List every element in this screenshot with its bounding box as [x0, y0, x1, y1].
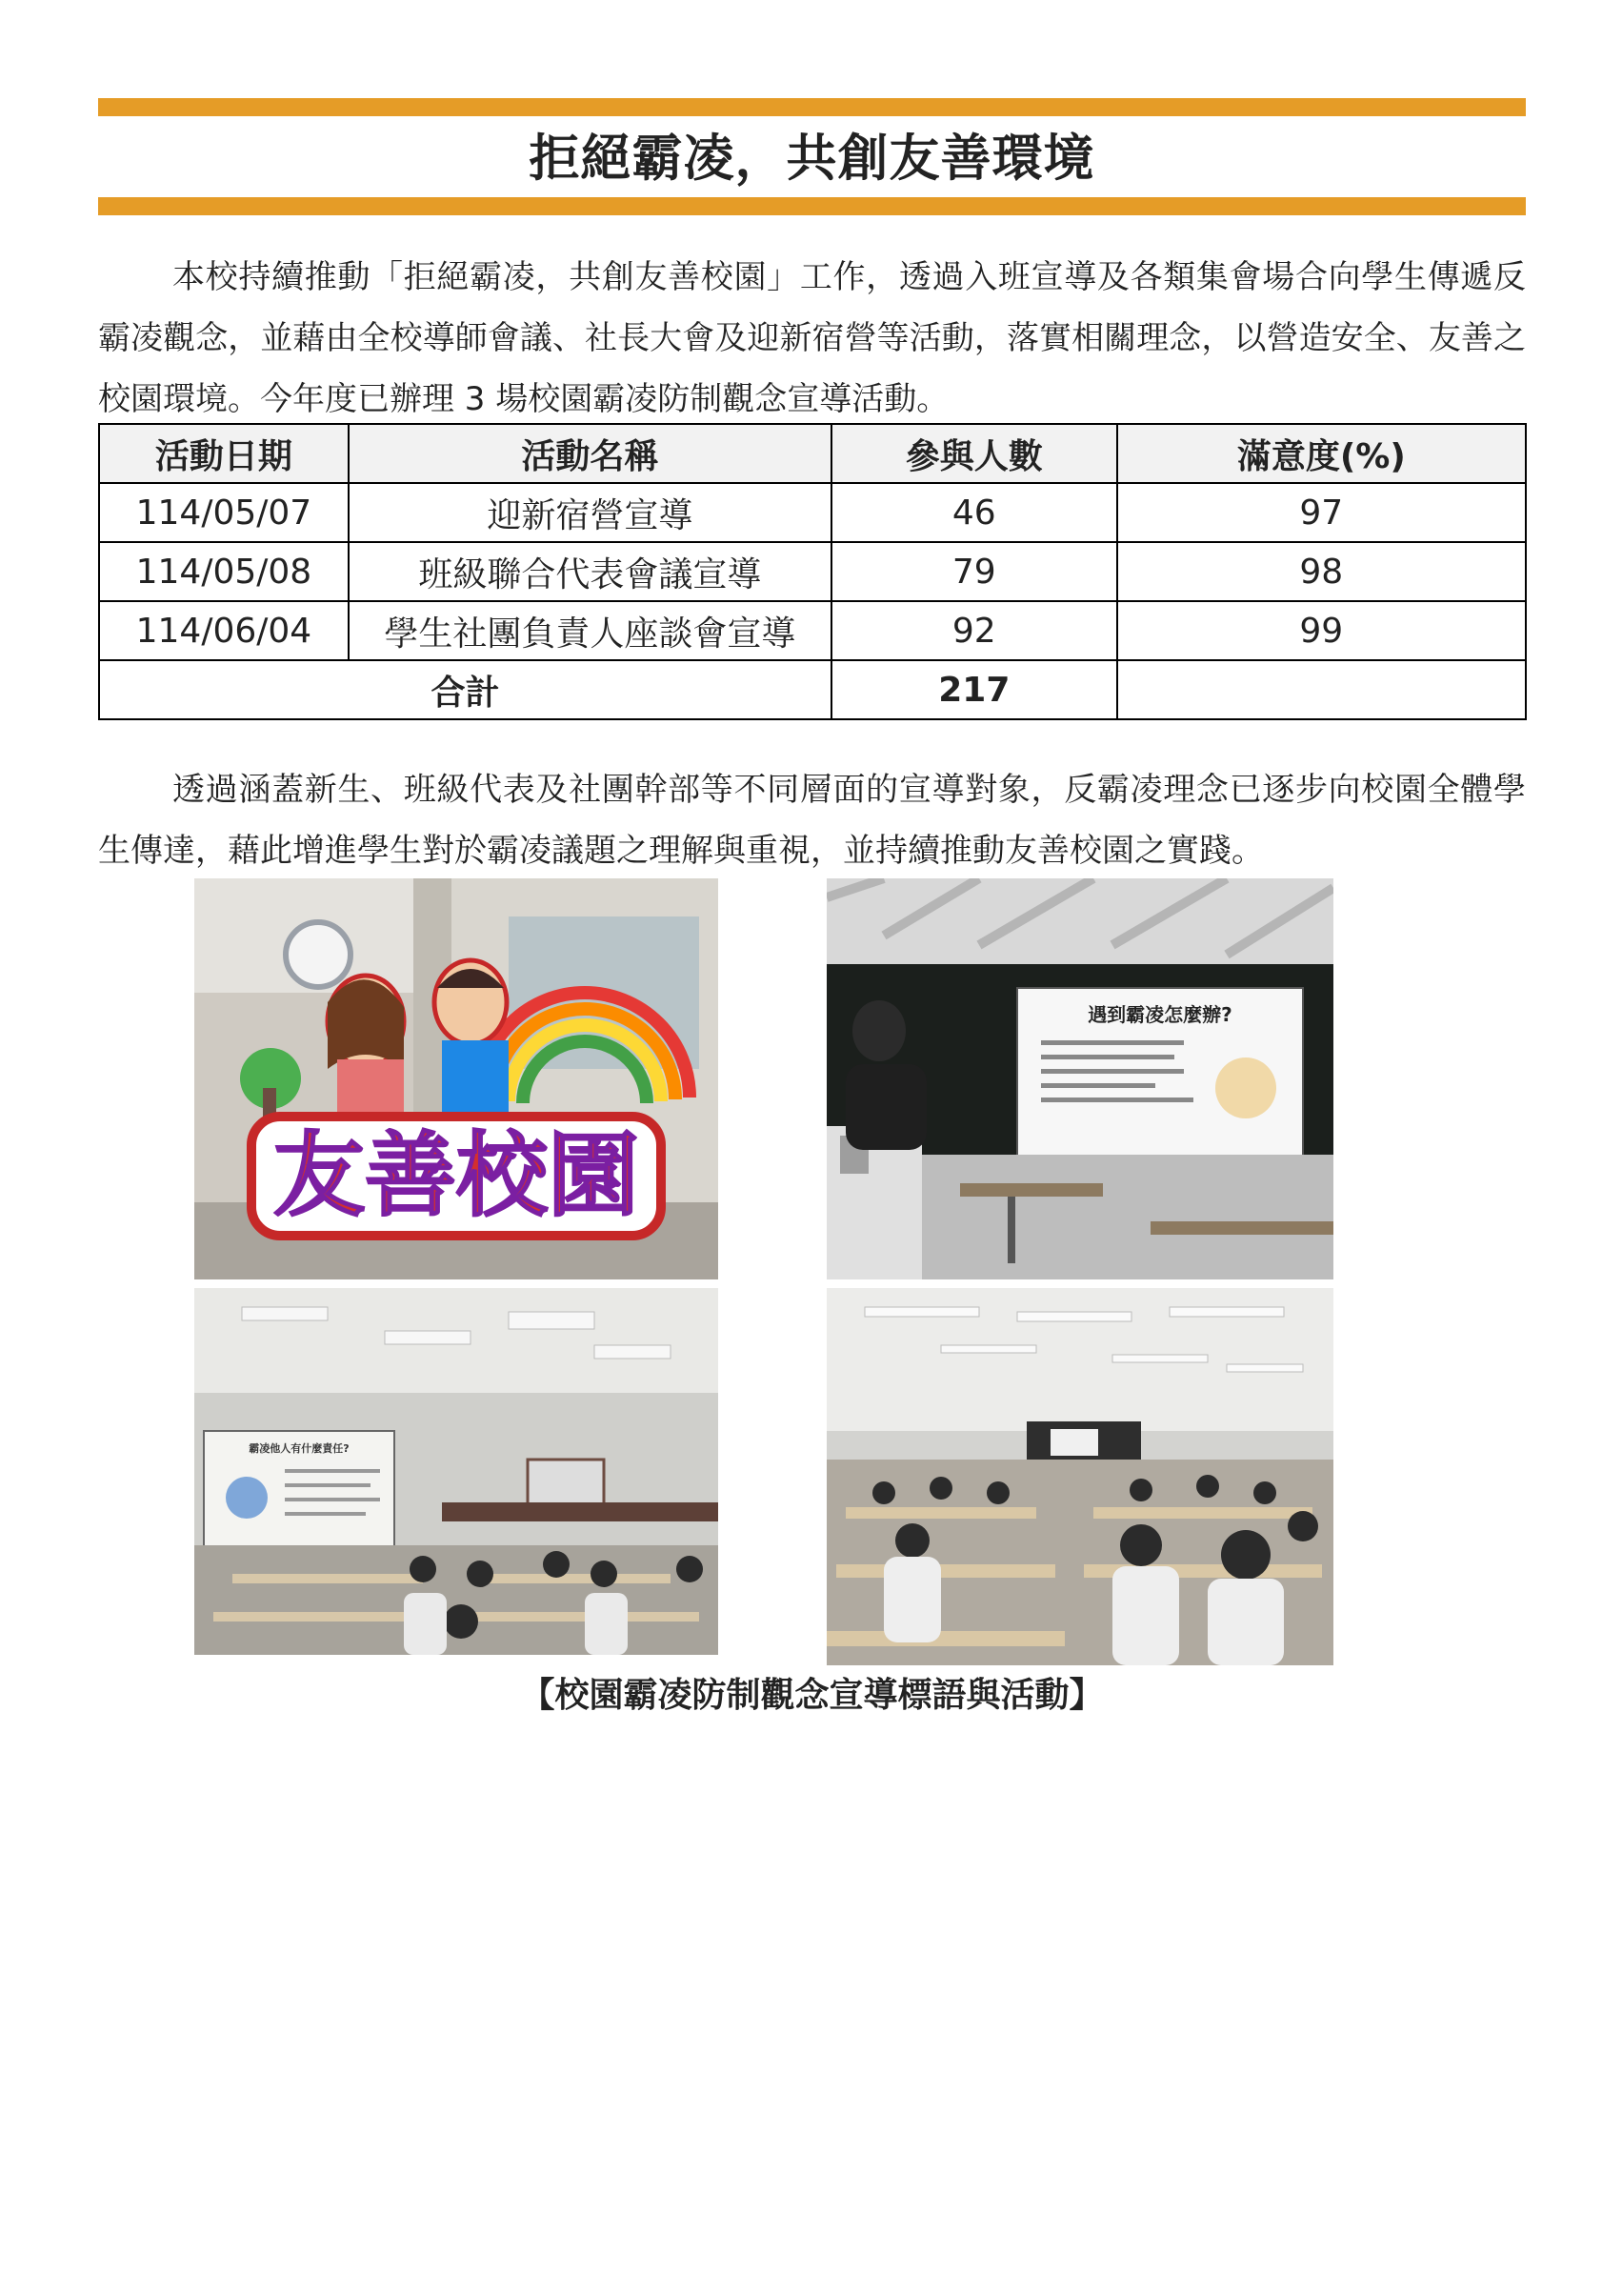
- cell-date: 114/05/08: [99, 542, 349, 601]
- total-row: [99, 660, 1526, 719]
- cell-name: 迎新宿營宣導: [349, 483, 831, 542]
- total-satisfaction: [1117, 660, 1526, 719]
- slide2-title: 霸凌他人有什麼責任?: [249, 1442, 350, 1455]
- page-title: 拒絕霸凌，共創友善環境: [529, 130, 1095, 188]
- slide-title: 遇到霸凌怎麼辦?: [1088, 1003, 1232, 1026]
- cell-name: 班級聯合代表會議宣導: [349, 542, 831, 601]
- table-row: [99, 601, 1526, 660]
- sign-text: 友善校園: [273, 1122, 639, 1229]
- bottom-accent-bar: [98, 197, 1526, 215]
- classroom-slide-photo: [194, 1288, 718, 1655]
- table-row: [99, 542, 1526, 601]
- table-row: [99, 483, 1526, 542]
- header-date: 活動日期: [99, 424, 349, 483]
- total-participants: 217: [831, 660, 1117, 719]
- cell-participants: 46: [831, 483, 1117, 542]
- total-label: 合計: [99, 660, 831, 719]
- intro-paragraph: 本校持續推動「拒絕霸凌，共創友善校園」工作，透過入班宣導及各類集會場合向學生傳遞反霸凌觀念，並藉由全校導師會議、社長大會及迎新宿營等活動，落實相關理念，以營造安全、友善之校園環境。今年度已辦理 3 場校園霸凌防制觀念宣導活動。: [98, 258, 1526, 418]
- cell-satisfaction: 97: [1117, 483, 1526, 542]
- activity-table: [98, 423, 1527, 720]
- friendly-campus-sign-photo: [194, 878, 718, 1279]
- cell-date: 114/05/07: [99, 483, 349, 542]
- header-participants: 參與人數: [831, 424, 1117, 483]
- summary-paragraph: 透過涵蓋新生、班級代表及社團幹部等不同層面的宣導對象，反霸凌理念已逐步向校園全體學生傳達，藉此增進學生對於霸凌議題之理解與重視，並持續推動友善校園之實踐。: [98, 771, 1526, 870]
- header-name: 活動名稱: [349, 424, 831, 483]
- cell-date: 114/06/04: [99, 601, 349, 660]
- audience-classroom-photo: [827, 1288, 1333, 1665]
- cell-participants: 92: [831, 601, 1117, 660]
- top-accent-bar: [98, 98, 1526, 116]
- cell-satisfaction: 99: [1117, 601, 1526, 660]
- cell-participants: 79: [831, 542, 1117, 601]
- table-header-row: [99, 424, 1526, 483]
- photo-caption: 【校園霸凌防制觀念宣導標語與活動】: [520, 1676, 1104, 1715]
- cell-name: 學生社團負責人座談會宣導: [349, 601, 831, 660]
- header-satisfaction: 滿意度(%): [1117, 424, 1526, 483]
- cell-satisfaction: 98: [1117, 542, 1526, 601]
- speaker-presentation-photo: [827, 878, 1333, 1279]
